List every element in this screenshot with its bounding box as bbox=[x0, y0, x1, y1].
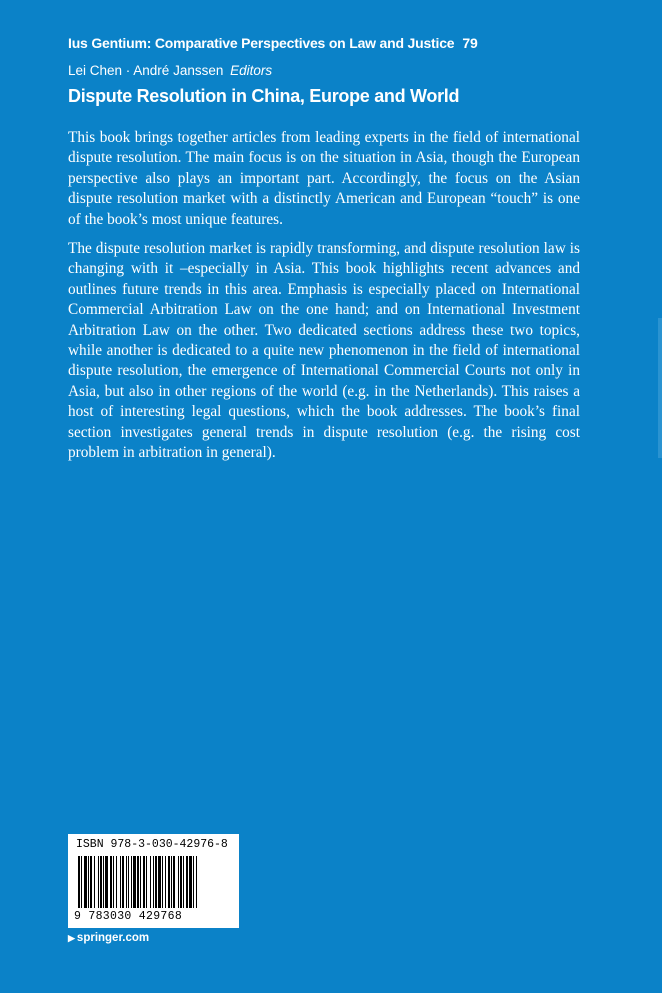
barcode-bar bbox=[103, 856, 104, 908]
editors-role: Editors bbox=[230, 63, 273, 78]
barcode-bar bbox=[162, 856, 163, 908]
barcode-digits: 9 783030 429768 bbox=[74, 910, 183, 923]
barcode-bar bbox=[98, 856, 99, 908]
barcode-bar bbox=[81, 856, 82, 908]
barcode-bar bbox=[126, 856, 127, 908]
blurb-paragraph-1: This book brings together articles from leading experts in the field of international dispute resolution. The main focus is on the situation in Asia, though the European perspective also plays an important part. Accordingly, the focus on the Asian dispute resolution market with a distinctly American and European “touch” is one of the book’s most unique features. bbox=[68, 129, 580, 228]
barcode-bar bbox=[146, 856, 147, 908]
barcode-bar bbox=[110, 856, 112, 908]
barcode-bar bbox=[165, 856, 166, 908]
barcode-bar bbox=[193, 856, 194, 908]
publisher-url: springer.com bbox=[76, 932, 150, 944]
barcode-bar bbox=[88, 856, 89, 908]
editors-line bbox=[68, 63, 272, 78]
publisher-link[interactable] bbox=[68, 932, 149, 944]
barcode-bar bbox=[140, 856, 141, 908]
barcode-bar bbox=[189, 856, 192, 908]
spine-edge bbox=[658, 318, 662, 458]
barcode-bar bbox=[196, 856, 197, 908]
isbn-label: ISBN 978-3-030-42976-8 bbox=[76, 838, 228, 851]
barcode-bar bbox=[150, 856, 151, 908]
blurb-paragraph-2: The dispute resolution market is rapidly transforming, and dispute resolution law is changing with it –especially in Asia. This book highlights recent advances and outlines future trends in this area. Emphasis is especially placed on International Commercial Arbitration Law on the one hand; and on International Investment Arbitration Law on the other. Two dedicated sections address these two topics, while another is dedicated to a quite new phenomenon in the field of international dispute resolution, the emergence of International Commercial Courts not only in Asia, but also in other regions of the world (e.g. in the Netherlands). This raises a host of interesting legal questions, which the book addresses. The book’s final section investigates general trends in dispute resolution (e.g. the rising cost problem in arbitration in general). bbox=[68, 240, 580, 462]
barcode-bar bbox=[171, 856, 172, 908]
barcode-bar bbox=[183, 856, 184, 908]
barcode-bar bbox=[105, 856, 108, 908]
barcode-bar bbox=[168, 856, 170, 908]
book-title: Dispute Resolution in China, Europe and World bbox=[68, 86, 460, 106]
blurb bbox=[68, 128, 580, 473]
barcode-bar bbox=[178, 856, 179, 908]
barcode-bar bbox=[173, 856, 175, 908]
barcode-bar bbox=[90, 856, 92, 908]
barcode-bar bbox=[143, 856, 145, 908]
series-name: Ius Gentium: Comparative Perspectives on Law and Justice bbox=[68, 35, 455, 51]
barcode-bar bbox=[158, 856, 161, 908]
series-title bbox=[68, 35, 478, 51]
barcode-bar bbox=[128, 856, 129, 908]
barcode-bar bbox=[122, 856, 124, 908]
barcode-bar bbox=[120, 856, 121, 908]
barcode-bar bbox=[153, 856, 154, 908]
barcode-bar bbox=[180, 856, 182, 908]
barcode-box bbox=[68, 834, 239, 928]
barcode-bar bbox=[78, 856, 80, 908]
barcode-bar bbox=[133, 856, 136, 908]
barcode-bar bbox=[84, 856, 87, 908]
series-volume: 79 bbox=[462, 35, 478, 51]
barcode-bar bbox=[94, 856, 95, 908]
editor-names: Lei Chen · André Janssen bbox=[68, 63, 224, 78]
barcode-bar bbox=[116, 856, 117, 908]
barcode-bars bbox=[78, 856, 230, 912]
barcode-bar bbox=[131, 856, 132, 908]
barcode-bar bbox=[113, 856, 114, 908]
barcode-bar bbox=[155, 856, 157, 908]
barcode-bar bbox=[186, 856, 188, 908]
barcode-bar bbox=[100, 856, 102, 908]
barcode-bar bbox=[137, 856, 139, 908]
arrow-right-icon: ▶ bbox=[68, 933, 75, 943]
